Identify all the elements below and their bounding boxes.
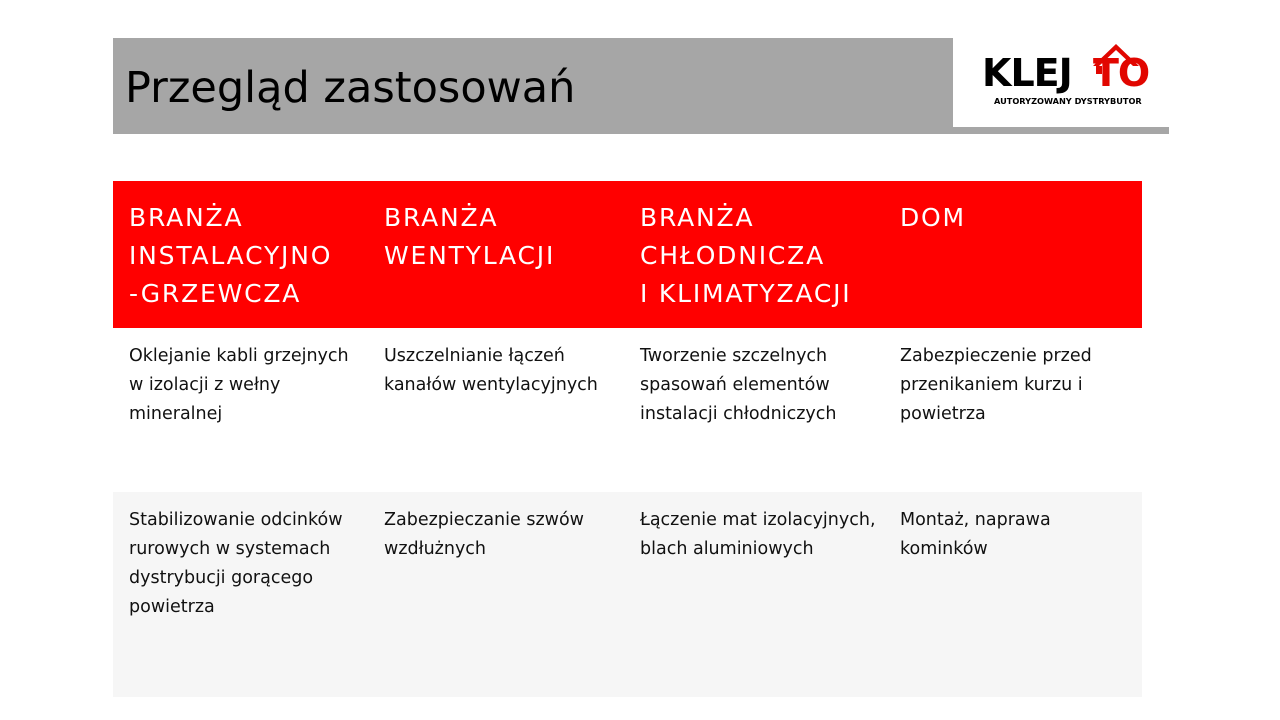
logo-text-to: TO bbox=[1093, 51, 1150, 95]
table-cell: Montaż, naprawa kominków bbox=[884, 492, 1142, 697]
logo-text-klej: KLEJ bbox=[982, 51, 1072, 95]
page-title: Przegląd zastosowań bbox=[125, 62, 576, 113]
table-cell: Zabezpieczanie szwów wzdłużnych bbox=[368, 492, 624, 697]
table-cell: Tworzenie szczelnych spasowań elementów instalacji chłodniczych bbox=[624, 328, 884, 492]
logo-graphic bbox=[970, 40, 1160, 122]
table-cell: Zabezpieczenie przed przenikaniem kurzu i powietrza bbox=[884, 328, 1142, 492]
logo-tagline: AUTORYZOWANY DYSTRYBUTOR bbox=[994, 96, 1142, 106]
column-header-ventilation: BRANŻA WENTYLACJI bbox=[368, 181, 624, 328]
table-cell: Uszczelnianie łączeń kanałów wentylacyjnych bbox=[368, 328, 624, 492]
title-bar bbox=[113, 38, 953, 134]
table-cell: Stabilizowanie odcinków rurowych w systemach dystrybucji gorącego powietrza bbox=[113, 492, 368, 697]
title-bar-underline bbox=[953, 127, 1169, 134]
klejto-logo bbox=[970, 40, 1160, 122]
column-header-home: DOM bbox=[884, 181, 1142, 328]
applications-table bbox=[113, 181, 1142, 697]
table-cell: Łączenie mat izolacyjnych, blach aluminiowych bbox=[624, 492, 884, 697]
column-header-refrigeration-ac: BRANŻA CHŁODNICZA I KLIMATYZACJI bbox=[624, 181, 884, 328]
column-header-installation-heating: BRANŻA INSTALACYJNO -GRZEWCZA bbox=[113, 181, 368, 328]
table-cell: Oklejanie kabli grzejnych w izolacji z wełny mineralnej bbox=[113, 328, 368, 492]
